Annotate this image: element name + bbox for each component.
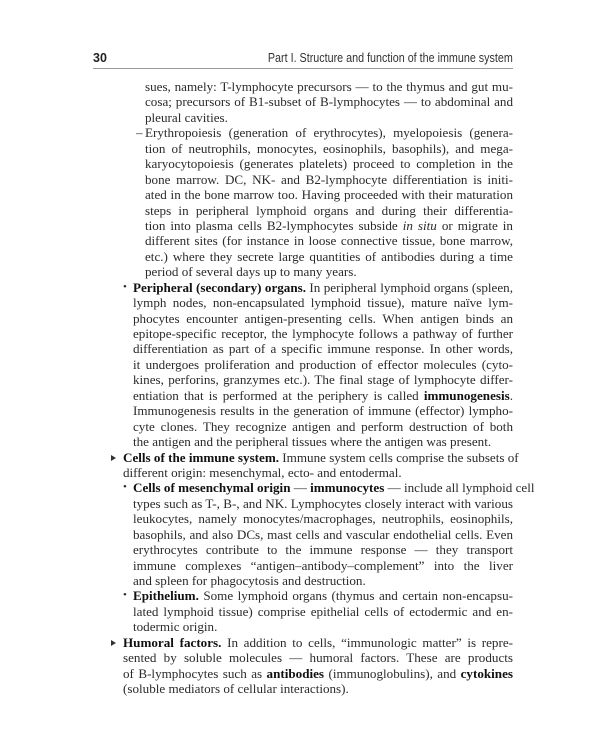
text-line bbox=[133, 419, 513, 434]
text-run: erythrocytes contribute to the immune response — they transport bbox=[133, 542, 513, 558]
text-run: different sites (for instance in loose connective tissue, bone marrow, bbox=[145, 233, 513, 249]
text-run: steps in peripheral lymphoid organs and during their differentia- bbox=[145, 202, 513, 218]
bold-term: immunocytes bbox=[310, 480, 385, 496]
text-run: ated in the bone marrow too. Having proceeded with their maturation bbox=[145, 187, 513, 203]
text-line bbox=[145, 79, 513, 94]
text-line bbox=[123, 635, 513, 650]
paragraph-continuation bbox=[0, 79, 600, 125]
page-number: 30 bbox=[93, 51, 107, 65]
text-line bbox=[145, 233, 513, 248]
italic-text: in situ bbox=[402, 217, 437, 233]
text-run: (soluble mediators of cellular interactions). bbox=[123, 681, 349, 697]
text-line bbox=[145, 141, 513, 156]
text-line bbox=[133, 311, 513, 326]
dash-item bbox=[0, 125, 600, 279]
bold-term: Epithelium. bbox=[133, 588, 199, 604]
text-run: entiation that is performed at the periphery is called bbox=[133, 387, 424, 403]
text-run: . bbox=[509, 387, 513, 403]
text-run: — include all lymphoid cell bbox=[384, 480, 535, 496]
text-line bbox=[133, 573, 513, 588]
text-line bbox=[133, 372, 513, 387]
bold-term: Cells of mesenchymal origin bbox=[133, 480, 291, 496]
text-line bbox=[123, 449, 519, 465]
dash-marker: – bbox=[136, 125, 143, 141]
bold-term: antibodies bbox=[266, 665, 325, 681]
page-body bbox=[0, 79, 600, 697]
text-run: In addition to cells, “immunologic matter” is repre- bbox=[221, 634, 513, 650]
text-run: leukocytes, namely monocytes/macrophages, neutrophils, eosinophils, bbox=[133, 511, 513, 527]
text-run: types such as T-, B-, and NK. Lymphocytes closely interact with various bbox=[133, 495, 513, 511]
text-line bbox=[123, 650, 513, 665]
text-line bbox=[133, 403, 513, 418]
text-line bbox=[133, 619, 513, 634]
text-line bbox=[145, 94, 513, 109]
text-line bbox=[133, 326, 513, 341]
text-run: todermic origin. bbox=[133, 619, 218, 635]
bullet-marker: • bbox=[123, 589, 127, 602]
text-run: cyte clones. They recognize antigen and perform destruction of both bbox=[133, 418, 513, 434]
text-run: Immune system cells comprise the subsets of bbox=[279, 449, 519, 465]
text-line bbox=[133, 496, 513, 511]
text-run: kines, perforins, granzymes etc.). The final stage of lymphocyte differ- bbox=[133, 372, 513, 388]
section-item bbox=[0, 635, 600, 697]
text-run: karyocytopoiesis (generates platelets) proceed to completion in the bbox=[145, 156, 513, 172]
bold-term: Peripheral (secondary) organs. bbox=[133, 279, 307, 295]
text-line bbox=[123, 666, 513, 681]
bold-term: immunogenesis bbox=[423, 387, 510, 403]
triangle-bullet-icon bbox=[111, 455, 116, 461]
text-run: bone marrow. DC, NK- and B2-lymphocyte differentiation is initi- bbox=[145, 171, 513, 187]
text-run: phocytes encounter antigen-presenting cells. When antigen binds an bbox=[133, 310, 513, 326]
text-line bbox=[133, 542, 513, 557]
text-run: it undergoes proliferation and production of effector molecules (cyto- bbox=[133, 356, 513, 372]
text-run: (immunoglobulins), and bbox=[324, 665, 461, 681]
bold-term: Cells of the immune system. bbox=[123, 449, 280, 465]
text-line bbox=[133, 588, 513, 603]
text-line bbox=[145, 264, 513, 279]
text-run: of B-lymphocytes such as bbox=[123, 665, 267, 681]
text-line bbox=[133, 357, 513, 372]
bullet-marker: • bbox=[123, 481, 127, 494]
text-line bbox=[145, 187, 513, 202]
text-run: different origin: mesenchymal, ecto- and entodermal. bbox=[123, 464, 402, 480]
text-run: lated lymphoid tissue) comprise epithelial cells of ectodermic and en- bbox=[133, 603, 513, 619]
text-run: epitope-specific receptor, the lymphocyte follows a pathway of further bbox=[133, 326, 513, 341]
bold-term: Humoral factors. bbox=[123, 634, 222, 650]
text-run: pleural cavities. bbox=[145, 109, 228, 125]
text-line bbox=[145, 172, 513, 187]
text-run: — bbox=[290, 480, 311, 496]
text-line bbox=[133, 511, 513, 526]
text-line bbox=[123, 465, 513, 480]
text-run: period of several days up to many years. bbox=[145, 264, 357, 280]
text-line bbox=[133, 527, 513, 542]
text-run: cosa; precursors of B1-subset of B-lymphocytes — to abdominal and bbox=[145, 94, 513, 110]
text-line bbox=[145, 218, 513, 233]
text-run: the antigen and the peripheral tissues where the antigen was present. bbox=[133, 434, 492, 450]
text-run: differentiation as part of a specific immune response. In other words, bbox=[133, 341, 513, 357]
text-line bbox=[145, 156, 513, 171]
text-line bbox=[123, 681, 513, 696]
text-line bbox=[145, 203, 513, 218]
text-run: sented by soluble molecules — humoral factors. These are products bbox=[123, 650, 513, 666]
text-run: and spleen for phagocytosis and destruction. bbox=[133, 573, 366, 588]
running-header bbox=[93, 50, 513, 69]
bullet-item bbox=[0, 280, 600, 450]
text-run: basophils, and also DCs, mast cells and vascular endothelial cells. Even bbox=[133, 526, 513, 542]
text-run: tion of neutrophils, monocytes, eosinophils, basophils), and mega- bbox=[145, 140, 513, 156]
text-run: lymph nodes, non-encapsulated lymphoid tissue), mature naïve lym- bbox=[133, 295, 513, 311]
text-run: or migrate in bbox=[436, 217, 513, 233]
text-line bbox=[145, 249, 513, 264]
text-run: In peripheral lymphoid organs (spleen, bbox=[306, 279, 513, 295]
section-item bbox=[0, 450, 600, 481]
text-line bbox=[133, 434, 513, 449]
bullet-marker: • bbox=[123, 280, 127, 293]
text-run: immune complexes “antigen–antibody–complement” into the liver bbox=[133, 557, 513, 573]
text-run: Immunogenesis results in the generation of immune (effector) lympho- bbox=[133, 403, 513, 419]
text-line bbox=[133, 341, 513, 356]
text-line bbox=[133, 295, 513, 310]
text-line bbox=[133, 604, 513, 619]
text-line bbox=[133, 480, 535, 496]
text-run: tion into plasma cells B2-lymphocytes subside bbox=[145, 217, 403, 233]
triangle-bullet-icon bbox=[111, 640, 116, 646]
bullet-item bbox=[0, 588, 600, 634]
text-line bbox=[133, 280, 513, 295]
text-line bbox=[145, 125, 513, 140]
text-run: sues, namely: T-lymphocyte precursors — to the thymus and gut mu- bbox=[145, 79, 513, 94]
text-line bbox=[145, 110, 513, 125]
bold-term: cytokines bbox=[460, 665, 513, 681]
running-title: Part I. Structure and function of the immune system bbox=[268, 51, 513, 65]
text-run: Some lymphoid organs (thymus and certain non-encapsu- bbox=[198, 588, 513, 604]
text-run: Erythropoiesis (generation of erythrocytes), myelopoiesis (genera- bbox=[145, 125, 513, 141]
text-run: etc.) where they secrete large quantities of antibodies during a time bbox=[145, 248, 513, 264]
bullet-item bbox=[0, 480, 600, 588]
text-line bbox=[133, 558, 513, 573]
text-line bbox=[133, 388, 513, 403]
